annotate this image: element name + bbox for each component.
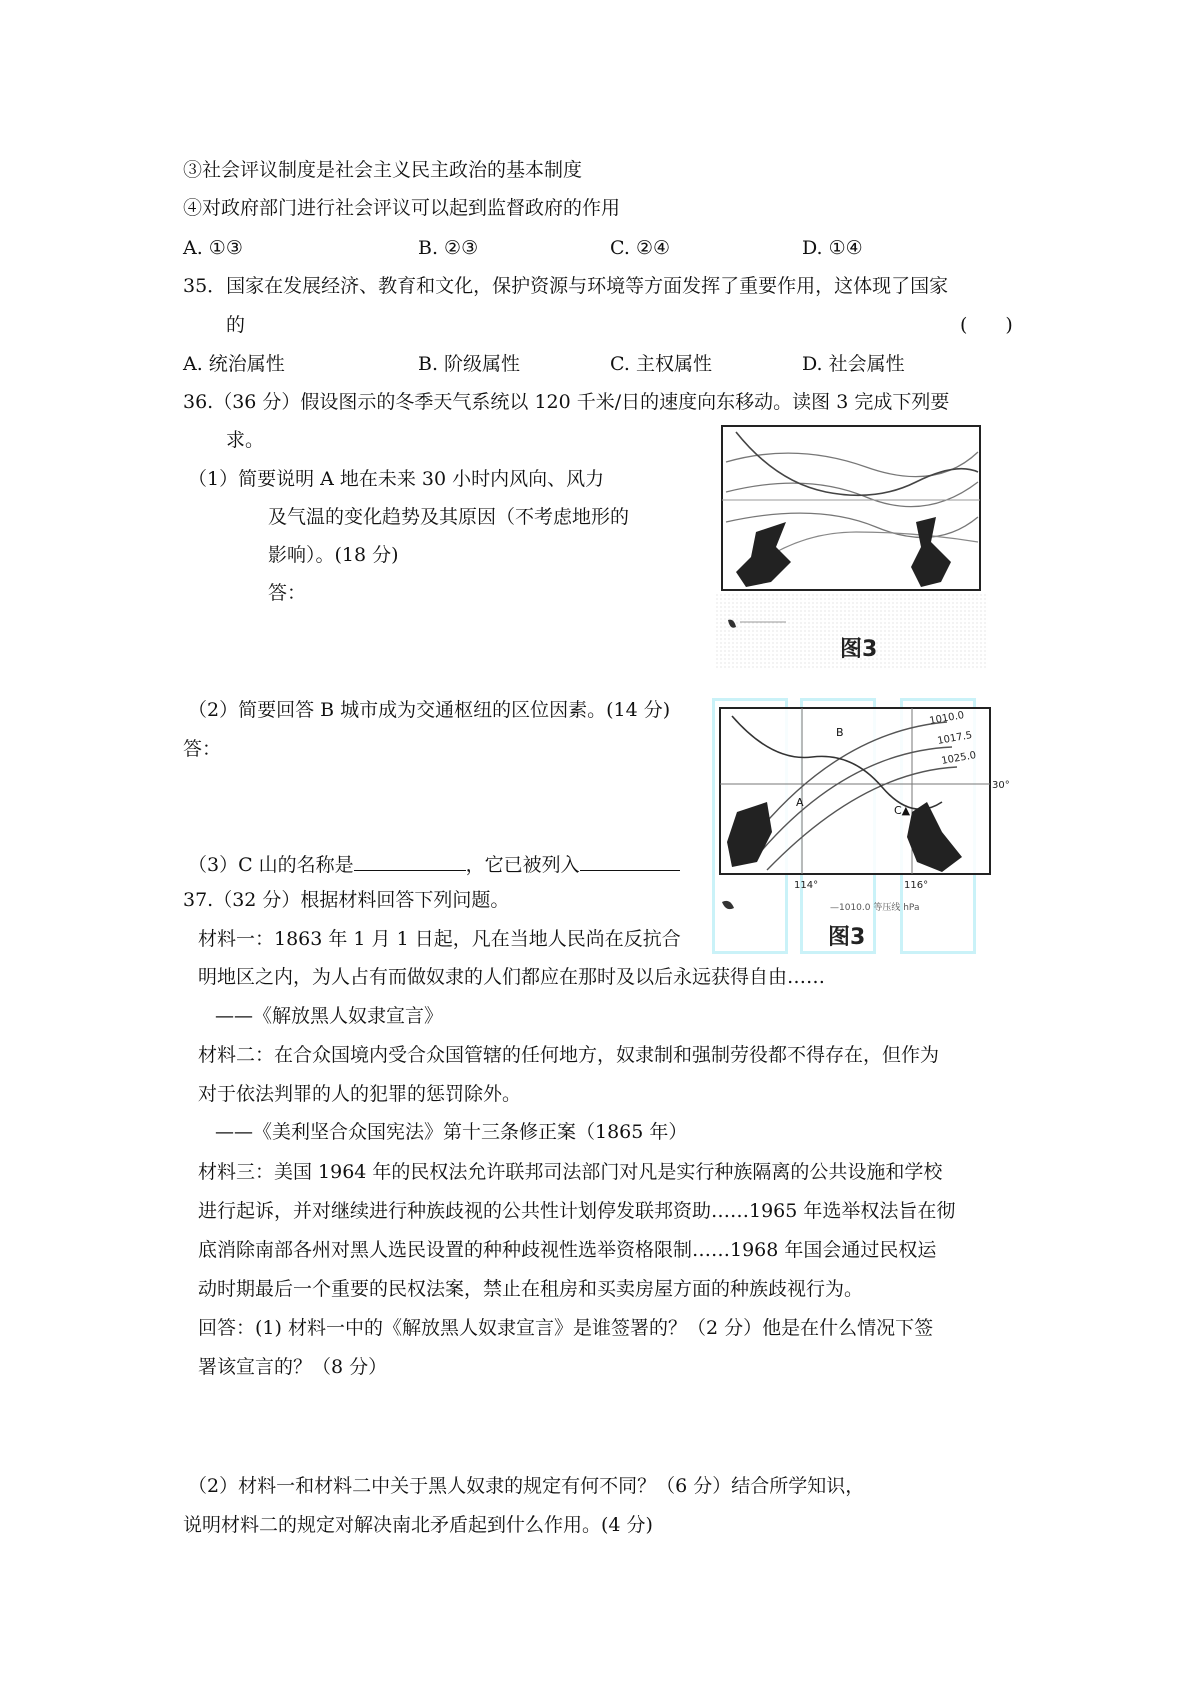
q36-part2-answer-label: 答： bbox=[183, 738, 222, 760]
map-legend: —1010.0 等压线 hPa bbox=[830, 903, 920, 913]
figure-3-label-upper: 图3 bbox=[840, 637, 878, 662]
isobar-label-1025: 1025.0 bbox=[940, 750, 977, 767]
q37-material3-line4: 动时期最后一个重要的民权法案，禁止在租房和买卖房屋方面的种族歧视行为。 bbox=[198, 1278, 864, 1300]
q35-option-c: C. 主权属性 bbox=[610, 353, 712, 375]
q37-material2-line1: 材料二：在合众国境内受合众国管辖的任何地方，奴隶制和强制劳役都不得存在，但作为 bbox=[198, 1044, 940, 1066]
latitude-label: 30° bbox=[992, 780, 1010, 791]
q35-stem-line1: 35．国家在发展经济、教育和文化，保护资源与环境等方面发挥了重要作用，这体现了国家 bbox=[183, 275, 949, 297]
q37-question1-line2: 署该宣言的？（8 分） bbox=[198, 1356, 388, 1378]
q36-part3-line bbox=[188, 850, 680, 877]
q37-material3-line1: 材料三：美国 1964 年的民权法允许联邦司法部门对凡是实行种族隔离的公共设施和学校 bbox=[198, 1161, 943, 1183]
q34-statement-4: ④对政府部门进行社会评议可以起到监督政府的作用 bbox=[183, 197, 621, 219]
longitude-label-116: 116° bbox=[904, 880, 929, 891]
q36-stem-line1: 36.（36 分）假设图示的冬季天气系统以 120 千米/日的速度向东移动。读图 3 完成下列要 bbox=[183, 391, 950, 413]
q36-part1-line3: 影响）。(18 分) bbox=[268, 544, 399, 566]
q34-option-c: C. ②④ bbox=[610, 237, 671, 259]
q34-option-d: D. ①④ bbox=[802, 237, 863, 259]
point-b-label: B bbox=[836, 726, 844, 739]
q35-answer-paren: ( ) bbox=[960, 314, 1013, 336]
q37-question1-line1: 回答：(1) 材料一中的《解放黑人奴隶宣言》是谁签署的？（2 分）他是在什么情况下签 bbox=[198, 1317, 934, 1339]
q36-part3-text-b: ，它已被列入 bbox=[465, 854, 580, 876]
q34-option-a: A. ①③ bbox=[183, 237, 243, 259]
q37-material1-line1: 材料一：1863 年 1 月 1 日起，凡在当地人民尚在反抗合 bbox=[198, 928, 681, 950]
q36-stem-line2: 求。 bbox=[226, 429, 265, 451]
q36-part1-line2: 及气温的变化趋势及其原因（不考虑地形的 bbox=[268, 506, 630, 528]
q37-material2-line2: 对于依法判罪的人的犯罪的惩罚除外。 bbox=[198, 1083, 522, 1105]
heritage-list-blank[interactable] bbox=[580, 850, 680, 871]
q36-part3-text-a: （3）C 山的名称是 bbox=[188, 854, 354, 876]
q37-material1-source: ——《解放黑人奴隶宣言》 bbox=[215, 1005, 444, 1027]
q35-stem-line2: 的 bbox=[226, 314, 246, 336]
q37-material1-line2: 明地区之内，为人占有而做奴隶的人们都应在那时及以后永远获得自由…… bbox=[198, 966, 826, 988]
q37-question2-line2: 说明材料二的规定对解决南北矛盾起到什么作用。(4 分) bbox=[183, 1514, 653, 1536]
q36-part1-answer-label: 答： bbox=[268, 582, 307, 604]
q35-option-d: D. 社会属性 bbox=[802, 353, 905, 375]
q34-option-b: B. ②③ bbox=[418, 237, 479, 259]
q37-question2-line1: （2）材料一和材料二中关于黑人奴隶的规定有何不同？（6 分）结合所学知识， bbox=[188, 1475, 865, 1497]
q37-material3-line3: 底消除南部各州对黑人选民设置的种种歧视性选举资格限制……1968 年国会通过民权运 bbox=[198, 1239, 937, 1261]
q37-material3-line2: 进行起诉，并对继续进行种族歧视的公共性计划停发联邦资助……1965 年选举权法旨在彻 bbox=[198, 1200, 956, 1222]
figure-3-label-lower: 图3 bbox=[828, 925, 866, 950]
point-a-label: A bbox=[796, 796, 804, 809]
q35-option-b: B. 阶级属性 bbox=[418, 353, 521, 375]
longitude-label-114: 114° bbox=[794, 880, 819, 891]
q34-statement-3: ③社会评议制度是社会主义民主政治的基本制度 bbox=[183, 159, 583, 181]
q36-part2-line1: （2）简要回答 B 城市成为交通枢纽的区位因素。(14 分) bbox=[188, 699, 671, 721]
isobar-label-1017: 1017.5 bbox=[936, 730, 973, 747]
figure-3-map-lower bbox=[712, 702, 1010, 942]
point-c-label: C▲ bbox=[894, 804, 911, 817]
c-mountain-name-blank[interactable] bbox=[354, 850, 466, 871]
isobar-label-1010: 1010.0 bbox=[928, 710, 965, 727]
q37-stem: 37.（32 分）根据材料回答下列问题。 bbox=[183, 889, 510, 911]
q35-option-a: A. 统治属性 bbox=[183, 353, 285, 375]
q37-material2-source: ——《美利坚合众国宪法》第十三条修正案（1865 年） bbox=[215, 1121, 688, 1143]
q36-part1-line1: （1）简要说明 A 地在未来 30 小时内风向、风力 bbox=[188, 468, 605, 490]
